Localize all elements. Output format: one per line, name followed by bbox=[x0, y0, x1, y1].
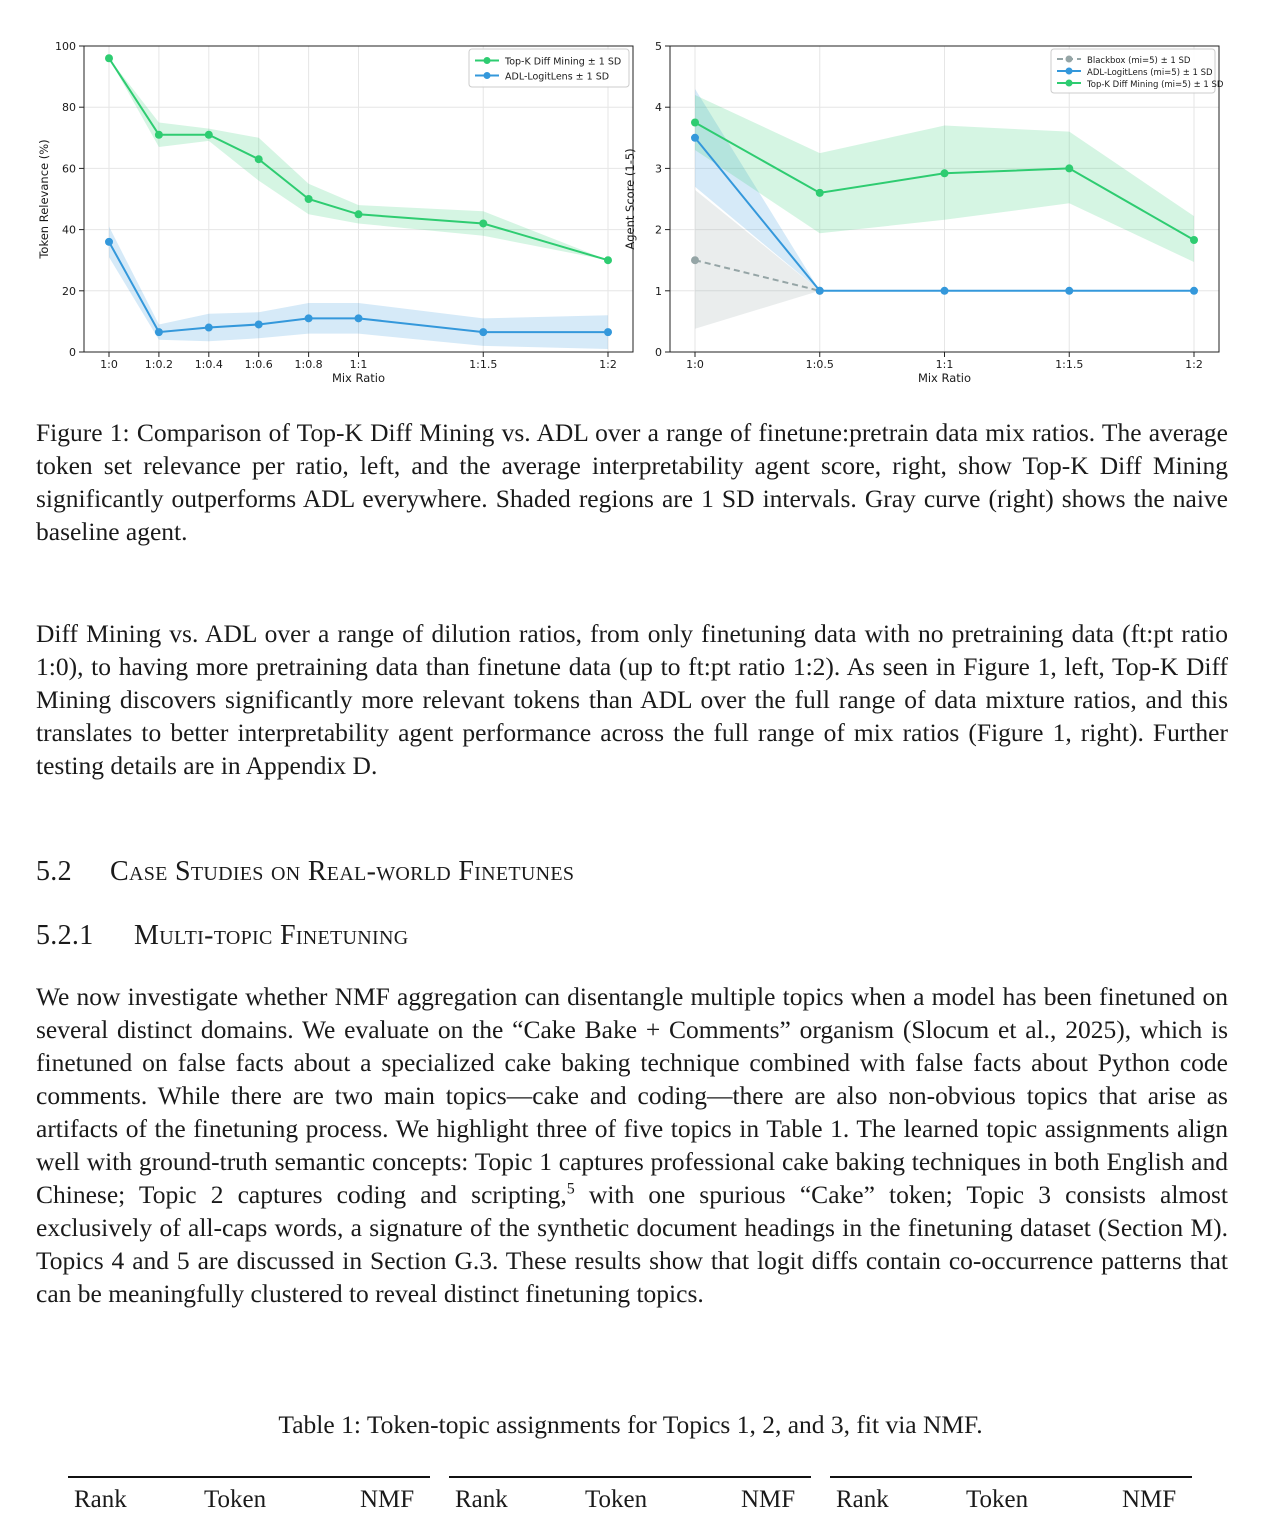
y-tick-label: 60 bbox=[62, 162, 76, 176]
data-point bbox=[155, 328, 163, 336]
figure-caption: Figure 1: Comparison of Top-K Diff Mining vs. ADL over a range of finetune:pretrain data mix ratios. The average token set relevance per ratio, left, and the average interpretability agent score, right, show Top-K Diff Mining significantly outperforms ADL everywhere. Shaded regions are 1 SD intervals. Gray curve (right) shows the naive baseline agent. bbox=[36, 418, 1228, 546]
data-point bbox=[816, 189, 824, 197]
table-header-nmf: NMF bbox=[360, 1486, 415, 1513]
subsection-heading bbox=[36, 920, 409, 952]
x-tick-label: 1:0.6 bbox=[244, 358, 273, 371]
footnote-mark: 5 bbox=[566, 1180, 575, 1198]
figure-1 bbox=[0, 0, 1261, 400]
data-point bbox=[604, 328, 612, 336]
legend-marker bbox=[484, 72, 491, 79]
subsection-number: 5.2.1 bbox=[36, 920, 94, 951]
y-tick-label: 0 bbox=[655, 346, 662, 359]
data-point bbox=[941, 169, 949, 177]
section-heading bbox=[36, 856, 574, 888]
data-point bbox=[1065, 164, 1073, 172]
table-block-topic-2 bbox=[449, 1476, 811, 1518]
data-point bbox=[604, 256, 612, 264]
x-tick-label: 1:0.5 bbox=[805, 358, 834, 371]
x-tick-label: 1:1 bbox=[349, 358, 368, 371]
y-tick-label: 20 bbox=[62, 284, 76, 298]
y-axis-label: Agent Score (1-5) bbox=[623, 148, 637, 250]
table-header-token: Token bbox=[204, 1486, 267, 1513]
legend-marker bbox=[1066, 80, 1073, 87]
legend-marker bbox=[1066, 56, 1073, 63]
data-point bbox=[941, 287, 949, 295]
data-point bbox=[255, 155, 263, 163]
x-tick-label: 1:0 bbox=[100, 358, 118, 371]
x-tick-label: 1:0 bbox=[686, 358, 704, 371]
data-point bbox=[816, 287, 824, 295]
y-axis-label: Token Relevance (%) bbox=[37, 139, 51, 259]
chart-agent-score bbox=[623, 0, 1261, 400]
table-header-rank: Rank bbox=[455, 1486, 508, 1513]
x-tick-label: 1:1.5 bbox=[469, 358, 498, 371]
x-tick-label: 1:0.4 bbox=[194, 358, 223, 371]
x-axis-label: Mix Ratio bbox=[331, 371, 386, 385]
data-point bbox=[691, 119, 699, 127]
table-header-rank: Rank bbox=[836, 1486, 889, 1513]
legend bbox=[1051, 49, 1224, 93]
chart-token-relevance bbox=[0, 0, 640, 400]
y-tick-label: 0 bbox=[69, 346, 76, 359]
data-point bbox=[479, 219, 487, 227]
x-tick-label: 1:1.5 bbox=[1055, 358, 1084, 371]
legend-label: Top-K Diff Mining (mi=5) ± 1 SD bbox=[1087, 80, 1224, 90]
table-header-nmf: NMF bbox=[1122, 1486, 1177, 1513]
y-tick-label: 1 bbox=[655, 284, 662, 298]
x-tick-label: 1:2 bbox=[1185, 358, 1203, 371]
x-tick-label: 1:0.2 bbox=[144, 358, 174, 371]
legend-label: Top-K Diff Mining ± 1 SD bbox=[505, 56, 622, 68]
y-tick-label: 80 bbox=[62, 101, 76, 115]
data-point bbox=[479, 328, 487, 336]
legend-label: ADL-LogitLens ± 1 SD bbox=[505, 71, 610, 83]
y-tick-label: 2 bbox=[655, 223, 662, 237]
y-tick-label: 100 bbox=[55, 40, 76, 53]
paragraph-multitopic bbox=[36, 980, 1228, 1310]
x-tick-label: 1:1 bbox=[935, 358, 954, 371]
data-point bbox=[305, 195, 313, 203]
y-tick-label: 4 bbox=[655, 101, 662, 115]
section-title: Case Studies on Real-world Finetunes bbox=[110, 856, 575, 887]
data-point bbox=[305, 314, 313, 322]
legend-label: Blackbox (mi=5) ± 1 SD bbox=[1087, 56, 1191, 66]
data-point bbox=[205, 324, 213, 332]
y-tick-label: 3 bbox=[655, 162, 662, 176]
table-header-token: Token bbox=[585, 1486, 648, 1513]
legend-marker bbox=[1066, 68, 1073, 75]
data-point bbox=[1190, 287, 1198, 295]
paragraph-dilution: Diff Mining vs. ADL over a range of dilution ratios, from only finetuning data with no pretraining data (ft:pt ratio 1:0), to having more pretraining data than finetune data (up to ft:pt ratio 1:2). As seen in Figure 1, left, Top-K Diff Mining discovers significantly more relevant tokens than ADL over the full range of data mixture ratios, and this translates to better interpretability agent performance across the full range of mix ratios (Figure 1, right). Further testing details are in Appendix D. bbox=[36, 619, 1228, 780]
data-point bbox=[205, 131, 213, 139]
table-block-topic-1 bbox=[68, 1476, 430, 1518]
table-block-topic-3 bbox=[830, 1476, 1192, 1518]
table-header-rank: Rank bbox=[74, 1486, 127, 1513]
legend-marker bbox=[484, 57, 491, 64]
data-point bbox=[1190, 236, 1198, 244]
data-point bbox=[255, 320, 263, 328]
data-point bbox=[1065, 287, 1073, 295]
paragraph-multitopic-start: We now investigate whether NMF aggregation can disentangle multiple topics when a model has been finetuned on several distinct domains. We evaluate on the “Cake Bake + Comments” organism (Slocum et al., 2025), which is finetuned on false facts about a specialized cake baking technique combined with false facts about Python code comments. While there are two main topics—cake and coding—there are also non-obvious topics that arise as artifacts of the finetuning process. We highlight three of five topics in Table 1. The learned topic assignments align well with ground-truth semantic concepts: Topic 1 captures professional cake baking techniques in both English and Chinese; Topic 2 captures coding and scripting, bbox=[36, 982, 1228, 1209]
data-point bbox=[105, 54, 113, 62]
table-header-nmf: NMF bbox=[741, 1486, 796, 1513]
legend-label: ADL-LogitLens (mi=5) ± 1 SD bbox=[1087, 68, 1213, 78]
data-point bbox=[355, 314, 363, 322]
x-tick-label: 1:2 bbox=[599, 358, 617, 371]
paragraph-multitopic-end: with one spurious “Cake” token; Topic 3 consists almost exclusively of all-caps words, a signature of the synthetic document headings in the finetuning dataset (Section M). Topics 4 and 5 are discussed in Section G.3. These results show that logit diffs contain co-occurrence patterns that can be meaningfully clustered to reveal distinct finetuning topics. bbox=[36, 1180, 1229, 1308]
y-tick-label: 40 bbox=[62, 223, 76, 237]
table-header-token: Token bbox=[966, 1486, 1029, 1513]
legend bbox=[469, 49, 629, 87]
data-point bbox=[691, 256, 699, 264]
y-tick-label: 5 bbox=[655, 40, 662, 53]
subsection-title: Multi-topic Finetuning bbox=[134, 920, 409, 951]
section-number: 5.2 bbox=[36, 856, 72, 887]
data-point bbox=[355, 210, 363, 218]
x-axis-label: Mix Ratio bbox=[917, 371, 972, 385]
data-point bbox=[105, 238, 113, 246]
data-point bbox=[155, 131, 163, 139]
data-point bbox=[691, 134, 699, 142]
table-caption: Table 1: Token-topic assignments for Topics 1, 2, and 3, fit via NMF. bbox=[278, 1410, 983, 1439]
x-tick-label: 1:0.8 bbox=[294, 358, 323, 371]
